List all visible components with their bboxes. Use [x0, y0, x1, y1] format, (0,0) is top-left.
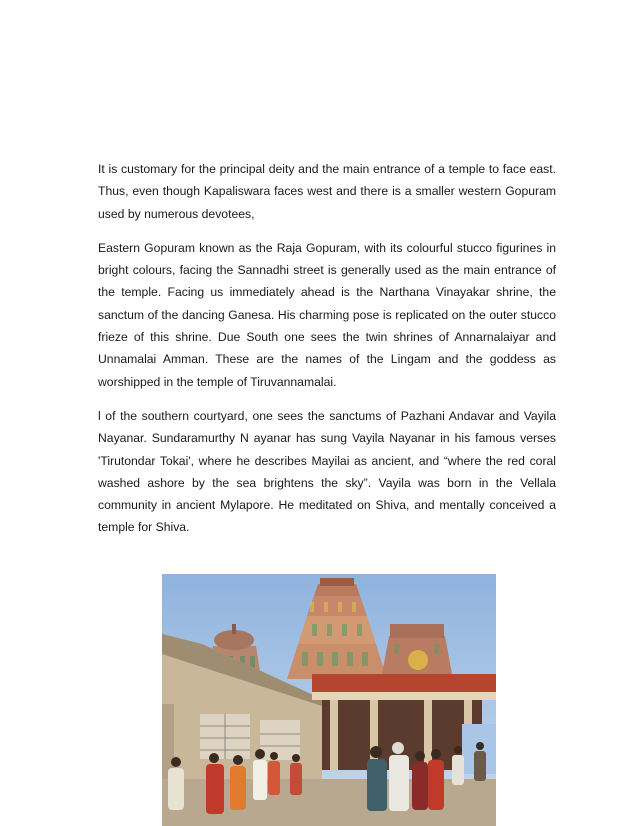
article-body: [98, 158, 556, 551]
paragraph: l of the southern courtyard, one sees the sanctums of Pazhani Andavar and Vayila Nayanar. Sundaramurthy N ayanar has sung Vayila Nayanar in his famous verses 'Tirutondar Tokai', where he describes Mayilai as ancient, and “where the red coral washed ashore by the sea brightens the sky”. Vayila was born in the Vellala community in ancient Mylapore. He meditated on Shiva, and mentally conceived a temple for Shiva.: [98, 408, 556, 535]
temple-photo: [162, 574, 496, 826]
paragraph: Eastern Gopuram known as the Raja Gopuram, with its colourful stucco figurines in bright colours, facing the Sannadhi street is generally used as the main entrance of the temple. Facing us immediately ahead is the Narthana Vinayakar shrine, the sanctum of the dancing Ganesa. His charming pose is replicated on the outer stucco frieze of this shrine. Due South one sees the twin shrines of Annarnalaiyar and Unnamalai Amman. These are the names of the Lingam and the goddess as worshipped in the temple of Tiruvannamalai.: [98, 240, 556, 389]
right-shrine-tower: [382, 624, 452, 674]
paragraph: It is customary for the principal deity and the main entrance of a temple to face east. Thus, even though Kapaliswara faces west and there is a smaller western Gopuram used by numerous devotees,: [98, 162, 556, 221]
temple-photo-illustration: [162, 574, 496, 826]
